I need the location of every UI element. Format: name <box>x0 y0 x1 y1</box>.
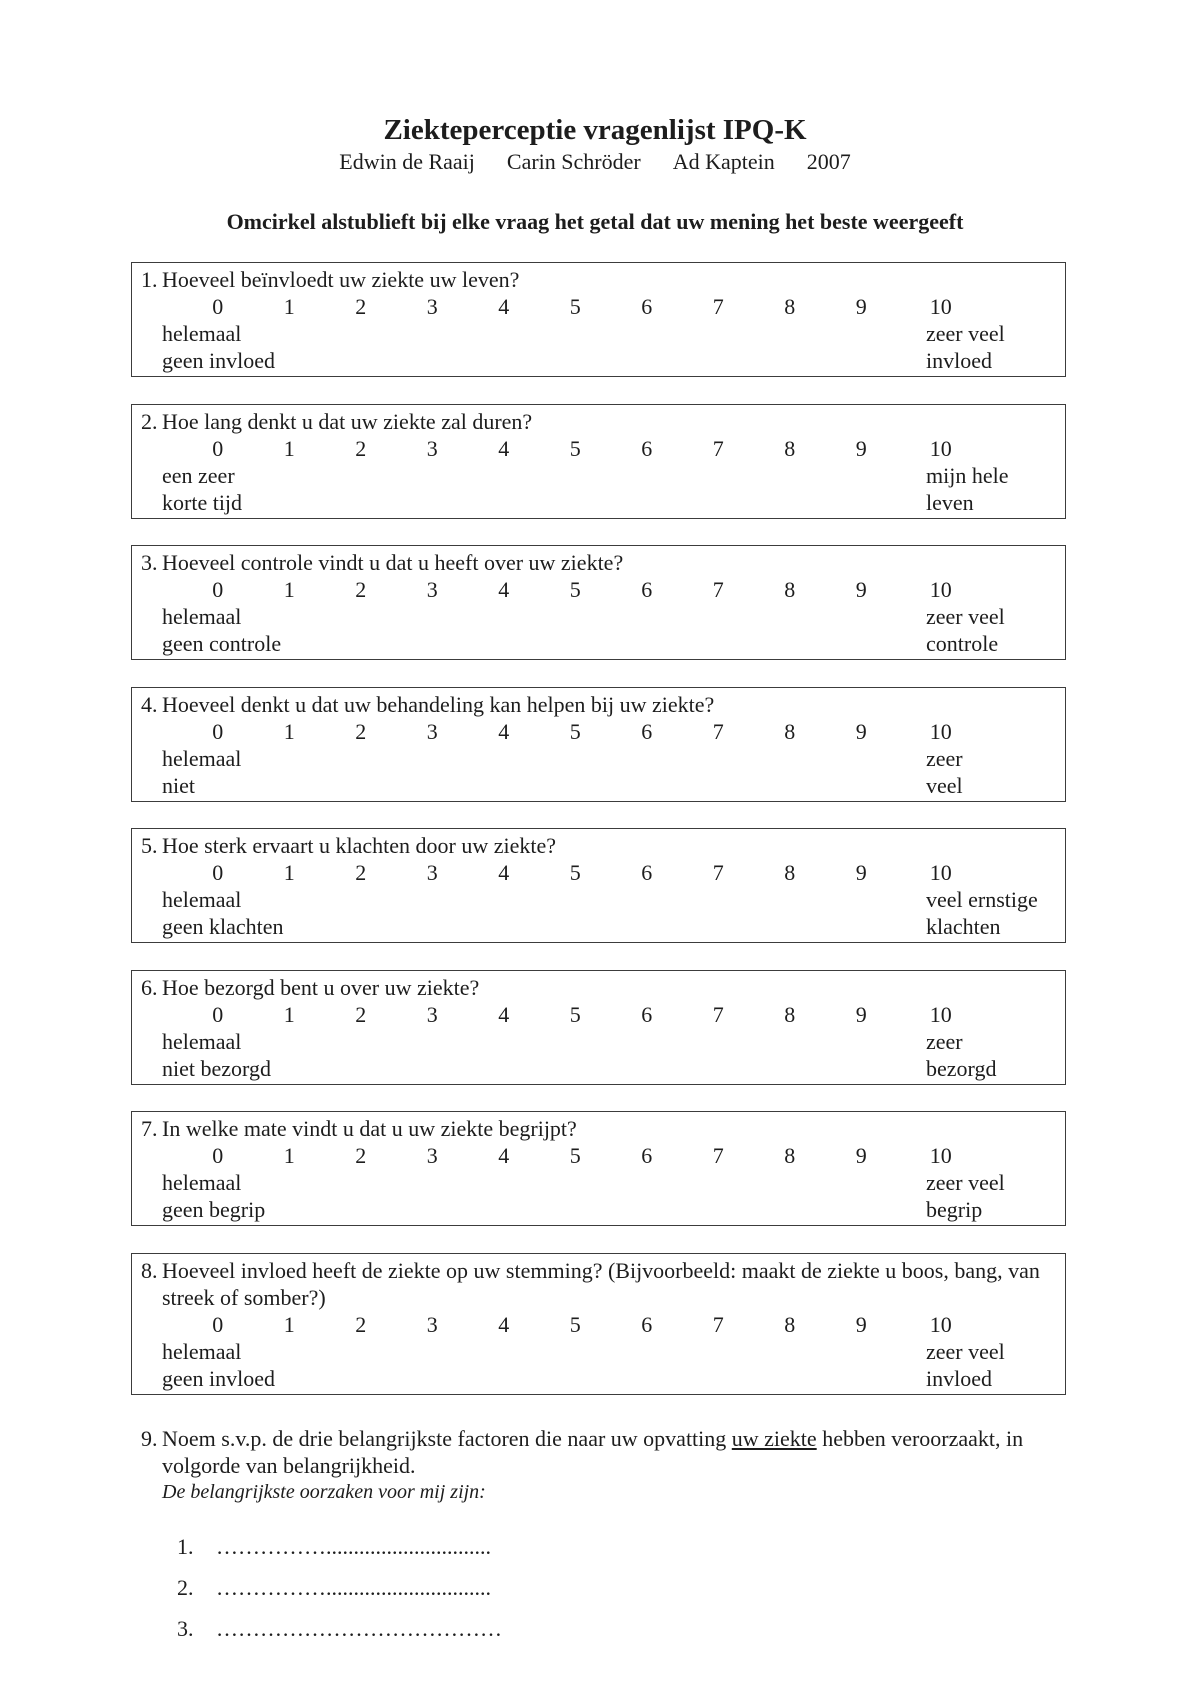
rating-option[interactable]: 7 <box>712 294 724 319</box>
rating-option[interactable]: 10 <box>929 718 952 744</box>
scale-min-label: helemaal <box>162 1338 242 1364</box>
question-box <box>131 828 1066 943</box>
scale-max-label: controle <box>926 631 999 656</box>
rating-option[interactable]: 4 <box>498 718 510 744</box>
rating-scale <box>132 293 1065 320</box>
rating-option[interactable]: 3 <box>426 435 438 461</box>
page-title: Ziekteperceptie vragenlijst IPQ-K <box>383 114 807 146</box>
question-text <box>162 1425 1023 1452</box>
question-line <box>132 1257 1065 1284</box>
rating-option[interactable]: 5 <box>569 860 581 885</box>
scale-labels <box>132 1196 1065 1223</box>
question-number: 4. <box>141 691 158 717</box>
answer-number: 1. <box>177 1534 194 1559</box>
scale-min-label: helemaal <box>162 1170 242 1195</box>
rating-option[interactable]: 0 <box>212 860 224 885</box>
scale-labels <box>132 347 1065 374</box>
question-box <box>131 970 1066 1085</box>
question-box <box>131 262 1066 377</box>
answer-number: 3. <box>177 1616 194 1641</box>
rating-option[interactable]: 4 <box>498 577 510 602</box>
scale-labels <box>132 1028 1065 1055</box>
question-number: 9. <box>141 1426 158 1451</box>
scale-max-label: klachten <box>926 914 1001 939</box>
rating-option[interactable]: 5 <box>569 1001 581 1027</box>
question-text: Hoeveel invloed heeft de ziekte op uw stemming? (Bijvoorbeeld: maakt de ziekte u boos, bang, van <box>162 1257 1040 1283</box>
answer-line <box>131 1574 1066 1601</box>
rating-option[interactable]: 8 <box>784 718 796 744</box>
question-text: Hoeveel controle vindt u dat u heeft over uw ziekte? <box>162 550 624 575</box>
scale-min-label: geen invloed <box>162 1365 276 1391</box>
rating-option[interactable]: 6 <box>641 435 653 461</box>
question-text: Hoe sterk ervaart u klachten door uw ziekte? <box>162 833 556 858</box>
question-text-part: hebben veroorzaakt, in <box>816 1426 1024 1451</box>
question-box <box>131 1111 1066 1226</box>
author-name: Carin Schröder <box>506 149 641 174</box>
rating-option[interactable]: 1 <box>283 1311 295 1337</box>
question-line <box>132 1284 1065 1311</box>
rating-option[interactable]: 3 <box>426 860 438 885</box>
rating-option[interactable]: 2 <box>355 435 367 461</box>
rating-option[interactable]: 4 <box>498 435 510 461</box>
rating-option[interactable]: 7 <box>712 860 724 885</box>
scale-min-label: geen klachten <box>162 914 284 939</box>
question-number: 7. <box>141 1116 158 1141</box>
rating-option[interactable]: 5 <box>569 294 581 319</box>
question-line <box>131 1425 1066 1452</box>
rating-option[interactable]: 2 <box>355 1001 367 1027</box>
scale-min-label: helemaal <box>162 321 242 346</box>
scale-max-label: zeer <box>926 745 963 771</box>
rating-option[interactable]: 0 <box>212 577 224 602</box>
question-text: In welke mate vindt u dat u uw ziekte begrijpt? <box>162 1116 577 1141</box>
rating-option[interactable]: 4 <box>498 294 510 319</box>
rating-option[interactable]: 10 <box>929 435 952 461</box>
rating-option[interactable]: 2 <box>355 1311 367 1337</box>
rating-option[interactable]: 2 <box>355 294 367 319</box>
scale-min-label: niet bezorgd <box>162 1055 271 1081</box>
scale-max-label: zeer veel <box>926 604 1005 629</box>
author-name: Ad Kaptein <box>672 149 775 174</box>
question-list <box>131 262 1066 1421</box>
rating-option[interactable]: 1 <box>283 577 295 602</box>
rating-option[interactable]: 0 <box>212 1143 224 1168</box>
rating-option[interactable]: 5 <box>569 718 581 744</box>
rating-option[interactable]: 1 <box>283 860 295 885</box>
rating-option[interactable]: 7 <box>712 577 724 602</box>
rating-option[interactable]: 5 <box>569 1311 581 1337</box>
scale-labels <box>132 745 1065 772</box>
question-line <box>132 691 1065 718</box>
rating-option[interactable]: 3 <box>426 1143 438 1168</box>
rating-option[interactable]: 7 <box>712 1143 724 1168</box>
rating-option[interactable]: 8 <box>784 435 796 461</box>
scale-labels <box>132 1365 1065 1392</box>
rating-option[interactable]: 5 <box>569 435 581 461</box>
rating-option[interactable]: 9 <box>855 1311 867 1337</box>
rating-option[interactable]: 6 <box>641 1001 653 1027</box>
scale-min-label: geen begrip <box>162 1197 266 1222</box>
rating-option[interactable]: 7 <box>712 1311 724 1337</box>
scale-max-label: zeer veel <box>926 1338 1005 1364</box>
question-text: Hoeveel denkt u dat uw behandeling kan helpen bij uw ziekte? <box>162 691 715 717</box>
question-line <box>131 1452 1066 1479</box>
scale-labels <box>132 772 1065 799</box>
question-text: Hoe bezorgd bent u over uw ziekte? <box>162 974 480 1000</box>
question-line <box>132 1115 1065 1142</box>
rating-option[interactable]: 3 <box>426 294 438 319</box>
answer-prompt: De belangrijkste oorzaken voor mij zijn: <box>162 1481 486 1503</box>
scale-labels <box>132 1338 1065 1365</box>
rating-scale <box>132 1001 1065 1028</box>
question-number: 5. <box>141 833 158 858</box>
rating-option[interactable]: 0 <box>212 1311 224 1337</box>
rating-option[interactable]: 0 <box>212 435 224 461</box>
scale-max-label: zeer veel <box>926 321 1005 346</box>
rating-option[interactable]: 0 <box>212 718 224 744</box>
question-text: volgorde van belangrijkheid. <box>162 1453 416 1478</box>
rating-option[interactable]: 10 <box>929 1001 952 1027</box>
instruction-text: Omcirkel alstublieft bij elke vraag het getal dat uw mening het beste weergeeft <box>226 209 964 234</box>
rating-option[interactable]: 10 <box>929 1311 952 1337</box>
question-line <box>132 266 1065 293</box>
question-9 <box>131 1425 1066 1656</box>
rating-option[interactable]: 4 <box>498 1311 510 1337</box>
rating-option[interactable]: 6 <box>641 577 653 602</box>
question-box <box>131 1253 1066 1395</box>
rating-option[interactable]: 4 <box>498 1143 510 1168</box>
rating-option[interactable]: 8 <box>784 1143 796 1168</box>
question-box <box>131 545 1066 660</box>
rating-scale <box>132 859 1065 886</box>
rating-option[interactable]: 9 <box>855 577 867 602</box>
scale-max-label: mijn hele <box>926 462 1009 488</box>
rating-option[interactable]: 9 <box>855 435 867 461</box>
question-number: 6. <box>141 974 158 1000</box>
rating-option[interactable]: 6 <box>641 1311 653 1337</box>
question-number: 2. <box>141 408 158 434</box>
rating-option[interactable]: 10 <box>929 294 952 319</box>
question-box <box>131 687 1066 802</box>
rating-option[interactable]: 4 <box>498 1001 510 1027</box>
answer-number: 2. <box>177 1575 194 1600</box>
scale-min-label: niet <box>162 772 195 798</box>
scale-min-label: helemaal <box>162 1028 242 1054</box>
question-line <box>132 974 1065 1001</box>
rating-option[interactable]: 9 <box>855 718 867 744</box>
scale-min-label: helemaal <box>162 887 242 912</box>
scale-labels <box>132 462 1065 489</box>
rating-option[interactable]: 1 <box>283 435 295 461</box>
question-line <box>132 549 1065 576</box>
rating-option[interactable]: 1 <box>283 1143 295 1168</box>
question-number: 1. <box>141 267 158 292</box>
scale-min-label: geen controle <box>162 631 282 656</box>
question-line <box>132 408 1065 435</box>
rating-option[interactable]: 1 <box>283 294 295 319</box>
answer-line <box>131 1533 1066 1560</box>
scale-labels <box>132 913 1065 940</box>
rating-option[interactable]: 7 <box>712 718 724 744</box>
rating-option[interactable]: 2 <box>355 718 367 744</box>
byline <box>0 148 1190 176</box>
question-box <box>131 404 1066 519</box>
rating-option[interactable]: 6 <box>641 1143 653 1168</box>
scale-max-label: invloed <box>926 1365 992 1391</box>
answer-list <box>131 1533 1066 1642</box>
scale-labels <box>132 1169 1065 1196</box>
rating-scale <box>132 435 1065 462</box>
scale-labels <box>132 630 1065 657</box>
rating-option[interactable]: 3 <box>426 577 438 602</box>
question-text: Hoeveel beïnvloedt uw ziekte uw leven? <box>162 267 520 292</box>
publication-year: 2007 <box>806 149 851 174</box>
rating-option[interactable]: 6 <box>641 294 653 319</box>
scale-min-label: helemaal <box>162 604 242 629</box>
rating-scale <box>132 1311 1065 1338</box>
scale-labels <box>132 320 1065 347</box>
rating-option[interactable]: 7 <box>712 1001 724 1027</box>
rating-option[interactable]: 0 <box>212 1001 224 1027</box>
rating-option[interactable]: 1 <box>283 1001 295 1027</box>
scale-max-label: zeer <box>926 1028 963 1054</box>
rating-option[interactable]: 8 <box>784 1001 796 1027</box>
scale-labels <box>132 1055 1065 1082</box>
question-number: 3. <box>141 550 158 575</box>
rating-option[interactable]: 2 <box>355 1143 367 1168</box>
rating-option[interactable]: 3 <box>426 718 438 744</box>
rating-option[interactable]: 8 <box>784 860 796 885</box>
scale-labels <box>132 489 1065 516</box>
rating-option[interactable]: 10 <box>929 1143 952 1168</box>
rating-option[interactable]: 6 <box>641 860 653 885</box>
question-text: Hoe lang denkt u dat uw ziekte zal duren? <box>162 408 533 434</box>
rating-option[interactable]: 4 <box>498 860 510 885</box>
rating-option[interactable]: 2 <box>355 577 367 602</box>
scale-max-label: leven <box>926 489 974 515</box>
rating-option[interactable]: 8 <box>784 294 796 319</box>
underlined-term: uw ziekte <box>731 1426 817 1451</box>
question-text: streek of somber?) <box>162 1284 326 1310</box>
rating-option[interactable]: 3 <box>426 1001 438 1027</box>
rating-option[interactable]: 9 <box>855 1001 867 1027</box>
rating-option[interactable]: 5 <box>569 1143 581 1168</box>
rating-option[interactable]: 9 <box>855 860 867 885</box>
rating-option[interactable]: 7 <box>712 435 724 461</box>
rating-scale <box>132 718 1065 745</box>
scale-max-label: veel ernstige <box>926 887 1038 912</box>
answer-prompt-line <box>131 1479 1066 1506</box>
rating-option[interactable]: 9 <box>855 1143 867 1168</box>
question-line <box>132 832 1065 859</box>
scale-min-label: een zeer <box>162 462 235 488</box>
answer-line <box>131 1615 1066 1642</box>
scale-labels <box>132 886 1065 913</box>
rating-option[interactable]: 0 <box>212 294 224 319</box>
scale-max-label: veel <box>926 772 963 798</box>
rating-option[interactable]: 6 <box>641 718 653 744</box>
answer-blank[interactable]: ………………………………… <box>216 1616 502 1641</box>
rating-option[interactable]: 8 <box>784 1311 796 1337</box>
scale-max-label: zeer veel <box>926 1170 1005 1195</box>
rating-option[interactable]: 3 <box>426 1311 438 1337</box>
scale-labels <box>132 603 1065 630</box>
question-text-part: Noem s.v.p. de drie belangrijkste factoren die naar uw opvatting <box>162 1426 732 1451</box>
scale-max-label: begrip <box>926 1197 983 1222</box>
rating-scale <box>132 576 1065 603</box>
scale-max-label: bezorgd <box>926 1055 997 1081</box>
rating-option[interactable]: 2 <box>355 860 367 885</box>
rating-option[interactable]: 1 <box>283 718 295 744</box>
rating-option[interactable]: 9 <box>855 294 867 319</box>
scale-min-label: geen invloed <box>162 348 276 373</box>
rating-option[interactable]: 8 <box>784 577 796 602</box>
rating-scale <box>132 1142 1065 1169</box>
rating-option[interactable]: 10 <box>929 577 952 602</box>
question-number: 8. <box>141 1257 158 1283</box>
answer-blank[interactable]: …………….............................. <box>216 1575 491 1600</box>
scale-min-label: korte tijd <box>162 489 243 515</box>
answer-blank[interactable]: …………….............................. <box>216 1534 491 1559</box>
rating-option[interactable]: 10 <box>929 860 952 885</box>
author-name: Edwin de Raaij <box>339 149 475 174</box>
rating-option[interactable]: 5 <box>569 577 581 602</box>
scale-min-label: helemaal <box>162 745 242 771</box>
scale-max-label: invloed <box>926 348 992 373</box>
